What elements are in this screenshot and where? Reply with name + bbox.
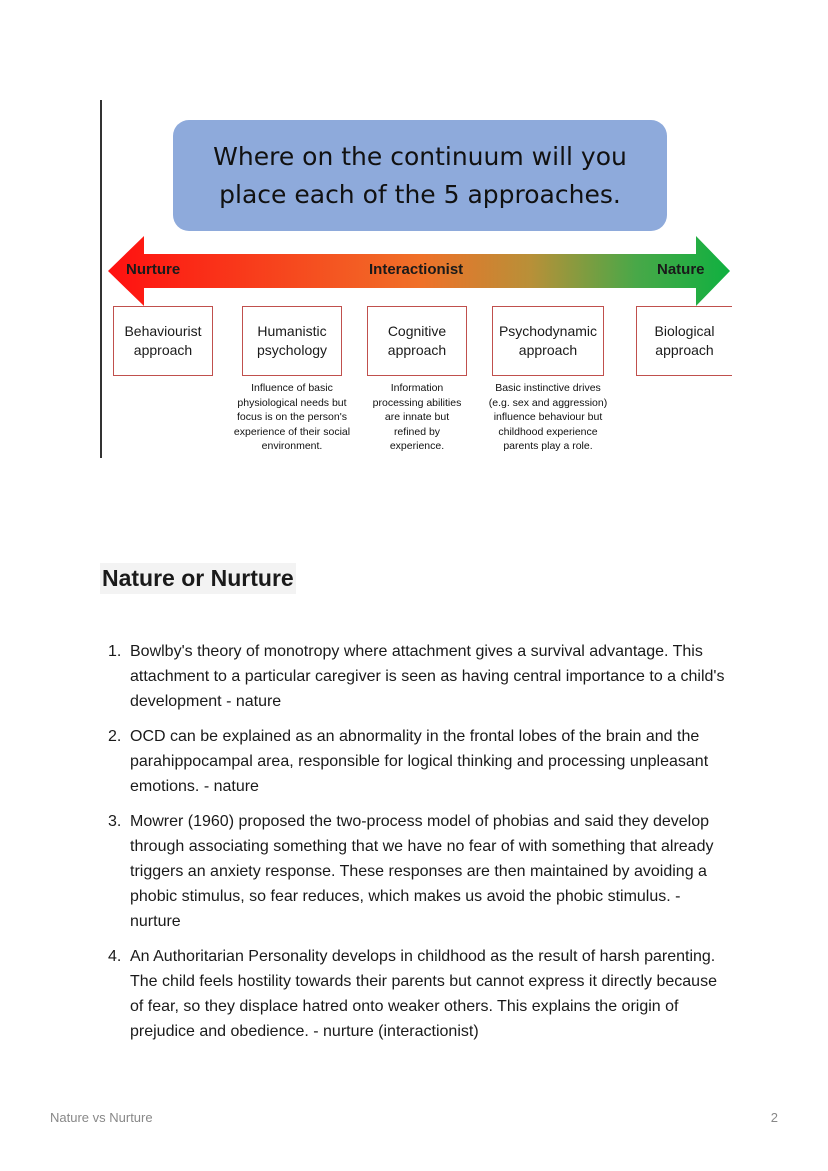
approach-label: Humanistic psychology <box>256 323 328 358</box>
list-item <box>100 944 732 1044</box>
margin-line <box>100 100 102 458</box>
question-text: Where on the continuum will you place each of the 5 approaches. <box>213 141 627 209</box>
approach-box-humanistic <box>242 306 342 376</box>
interactionist-label: Interactionist <box>369 261 464 278</box>
item-text: An Authoritarian Personality develops in childhood as the result of harsh parenting. The child feels hostility towards their parents but cannot express it directly because of fear, so they displace hatred onto weaker others. This explains the origin of prejudice and obedience. - nurture (interactionist) <box>130 948 717 1040</box>
item-number: 4. <box>108 948 122 965</box>
list-item <box>100 639 732 714</box>
item-number: 1. <box>108 643 122 660</box>
approach-box-cognitive <box>367 306 467 376</box>
humanistic-description: Influence of basic physiological needs but focus is on the person's experience of their social environment. <box>233 382 351 452</box>
item-text: OCD can be explained as an abnormality in the frontal lobes of the brain and the parahippocampal area, responsible for logical thinking and processing unpleasant emotions. - nature <box>130 728 709 795</box>
item-text: Mowrer (1960) proposed the two-process model of phobias and said they develop through associating something that we have no fear of with something that already triggers an anxiety response. These responses are then maintained by avoiding a phobic stimulus, so fear reduces, which makes us avoid the phobic stimulus. - nurture <box>130 813 714 930</box>
list-item <box>100 724 732 799</box>
approach-label: Cognitive approach <box>387 323 447 358</box>
footer-title: Nature vs Nurture <box>50 1110 153 1125</box>
question-box <box>173 120 667 231</box>
item-text: Bowlby's theory of monotropy where attachment gives a survival advantage. This attachment to a particular caregiver is seen as having central importance to a child's development - nature <box>130 643 725 710</box>
approach-box-biological <box>636 306 732 376</box>
numbered-list <box>100 639 732 1054</box>
item-number: 2. <box>108 728 122 745</box>
page-number: 2 <box>770 1110 778 1125</box>
approach-label: Biological approach <box>654 323 715 358</box>
psychodynamic-description: Basic instinctive drives (e.g. sex and aggression) influence behaviour but childhood experience parents play a role. <box>488 382 608 452</box>
approach-box-behaviourist <box>113 306 213 376</box>
nature-label: Nature <box>657 261 705 278</box>
approach-label: Psychodynamic approach <box>498 323 598 358</box>
cognitive-description: Information processing abilities are innate but refined by experience. <box>372 382 462 452</box>
approach-label: Behaviourist approach <box>124 323 202 358</box>
continuum-figure <box>100 100 732 460</box>
approach-box-psychodynamic <box>492 306 604 376</box>
list-item <box>100 809 732 934</box>
section-heading: Nature or Nurture <box>100 563 296 594</box>
nurture-label: Nurture <box>126 261 181 278</box>
item-number: 3. <box>108 813 122 830</box>
